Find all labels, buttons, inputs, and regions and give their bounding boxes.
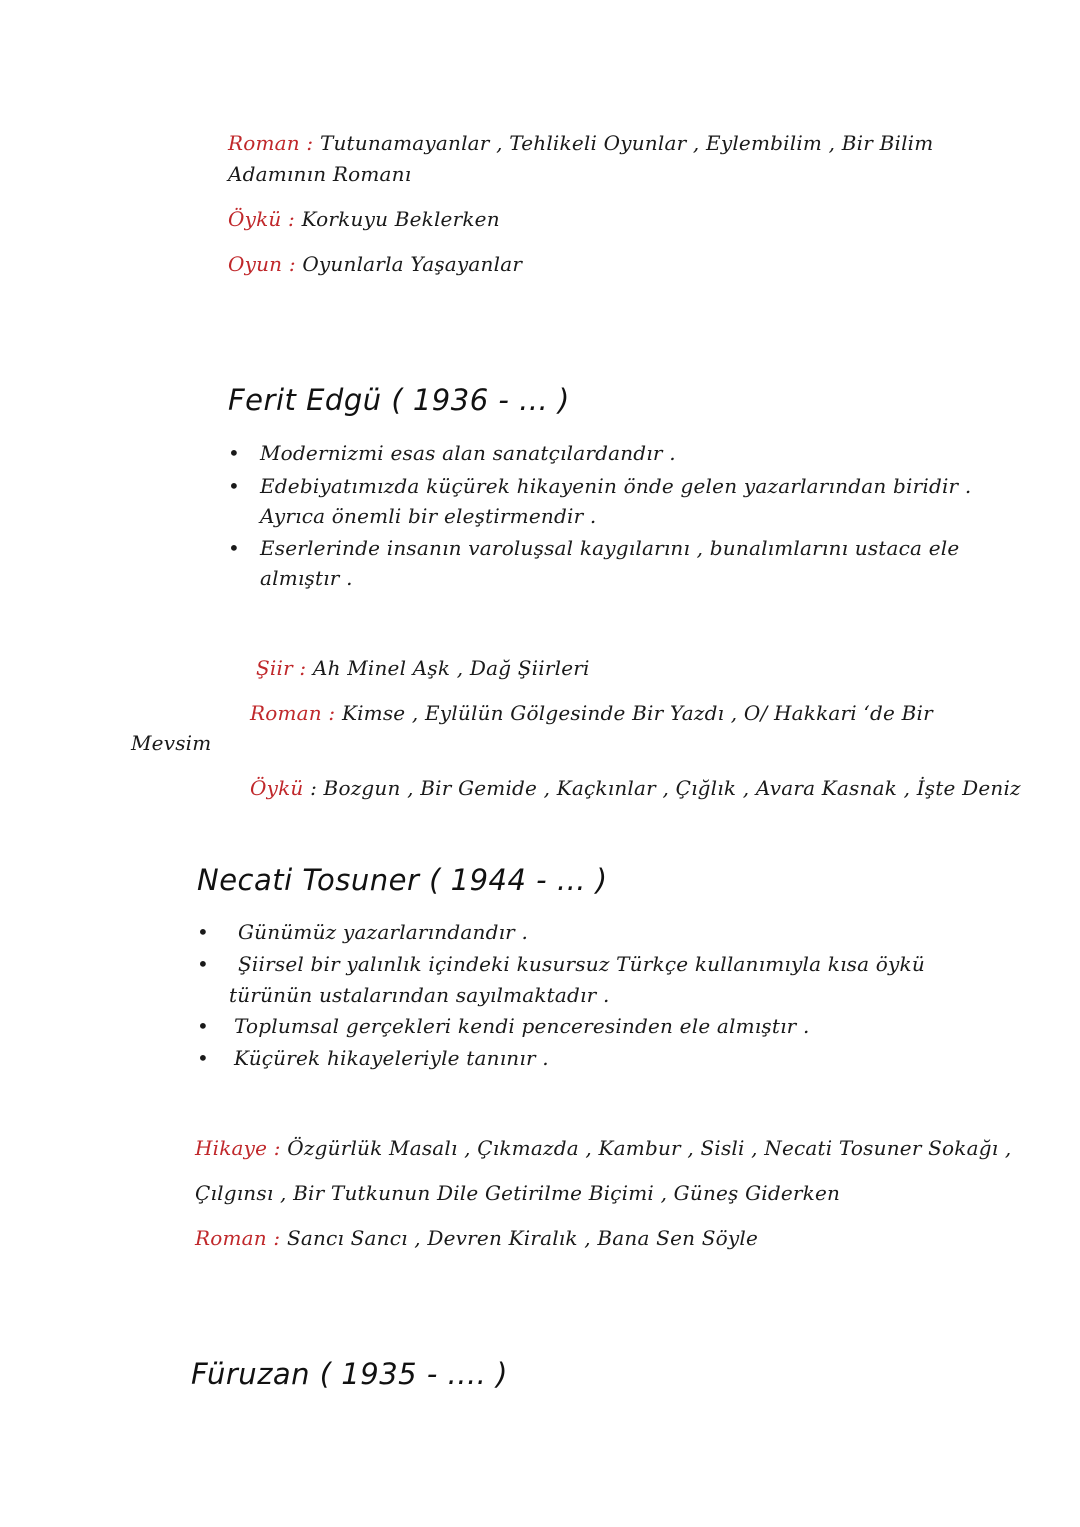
bullet-icon	[228, 474, 240, 498]
hikaye-label: Hikaye :	[195, 1136, 281, 1160]
necati-bullet-3: Toplumsal gerçekleri kendi penceresinden ele almıştır .	[234, 1014, 810, 1038]
necati-bullet-2: Şiirsel bir yalınlık içindeki kusursuz Türkçe kullanımıyla kısa öykü	[238, 952, 925, 976]
ferit-bullet-3-cont: almıştır .	[260, 566, 353, 590]
bullet-icon	[228, 536, 240, 560]
bullet-icon	[197, 1046, 209, 1070]
hikaye-works: Özgürlük Masalı , Çıkmazda , Kambur , Sisli , Necati Tosuner Sokağı ,	[287, 1136, 1012, 1160]
roman-label: Roman :	[228, 131, 314, 155]
roman-works-cont: Adamının Romanı	[228, 162, 412, 186]
oyku-label: Öykü :	[228, 207, 295, 231]
oyku-works: : Bozgun , Bir Gemide , Kaçkınlar , Çığlık , Avara Kasnak , İşte Deniz	[310, 776, 1021, 800]
roman-works: Kimse , Eylülün Gölgesinde Bir Yazdı , O/ Hakkari ‘de Bir	[341, 701, 933, 725]
roman-works: Tutunamayanlar , Tehlikeli Oyunlar , Eylembilim , Bir Bilim	[319, 131, 934, 155]
oyun-line	[228, 252, 522, 276]
ferit-bullet-2: Edebiyatımızda küçürek hikayenin önde gelen yazarlarından biridir .	[260, 474, 972, 498]
ferit-roman-line	[250, 701, 933, 725]
oyun-label: Oyun :	[228, 252, 296, 276]
roman-label: Roman :	[195, 1226, 281, 1250]
necati-heading: Necati Tosuner ( 1944 - ... )	[197, 863, 608, 897]
ferit-bullet-3: Eserlerinde insanın varoluşsal kaygılarını , bunalımlarını ustaca ele	[260, 536, 960, 560]
necati-hikaye-line	[195, 1136, 1011, 1160]
oyku-line	[228, 207, 500, 231]
necati-bullet-4: Küçürek hikayeleriyle tanınır .	[234, 1046, 549, 1070]
ferit-heading: Ferit Edgü ( 1936 - ... )	[228, 383, 570, 417]
roman-works: Sancı Sancı , Devren Kiralık , Bana Sen Söyle	[286, 1226, 759, 1250]
ferit-bullet-2-cont: Ayrıca önemli bir eleştirmendir .	[260, 504, 597, 528]
bullet-icon	[197, 1014, 209, 1038]
ferit-oyku-line	[250, 776, 1021, 800]
bullet-icon	[197, 952, 209, 976]
ferit-bullet-1: Modernizmi esas alan sanatçılardandır .	[260, 441, 676, 465]
roman-label: Roman :	[250, 701, 336, 725]
oyun-works: Oyunlarla Yaşayanlar	[302, 252, 523, 276]
necati-bullet-2-cont: türünün ustalarından sayılmaktadır .	[229, 983, 610, 1007]
oyku-label: Öykü	[250, 776, 304, 800]
necati-bullet-1: Günümüz yazarlarındandır .	[238, 920, 529, 944]
bullet-icon	[197, 920, 209, 944]
necati-roman-line	[195, 1226, 758, 1250]
bullet-icon	[228, 441, 240, 465]
roman-line	[228, 131, 933, 155]
furuzan-heading: Füruzan ( 1935 - .... )	[191, 1357, 508, 1391]
ferit-siir-line	[256, 656, 590, 680]
ferit-roman-cont: Mevsim	[131, 731, 212, 755]
siir-works: Ah Minel Aşk , Dağ Şiirleri	[312, 656, 590, 680]
oyku-works: Korkuyu Beklerken	[301, 207, 500, 231]
siir-label: Şiir :	[256, 656, 307, 680]
necati-hikaye-cont: Çılgınsı , Bir Tutkunun Dile Getirilme Biçimi , Güneş Giderken	[195, 1181, 841, 1205]
